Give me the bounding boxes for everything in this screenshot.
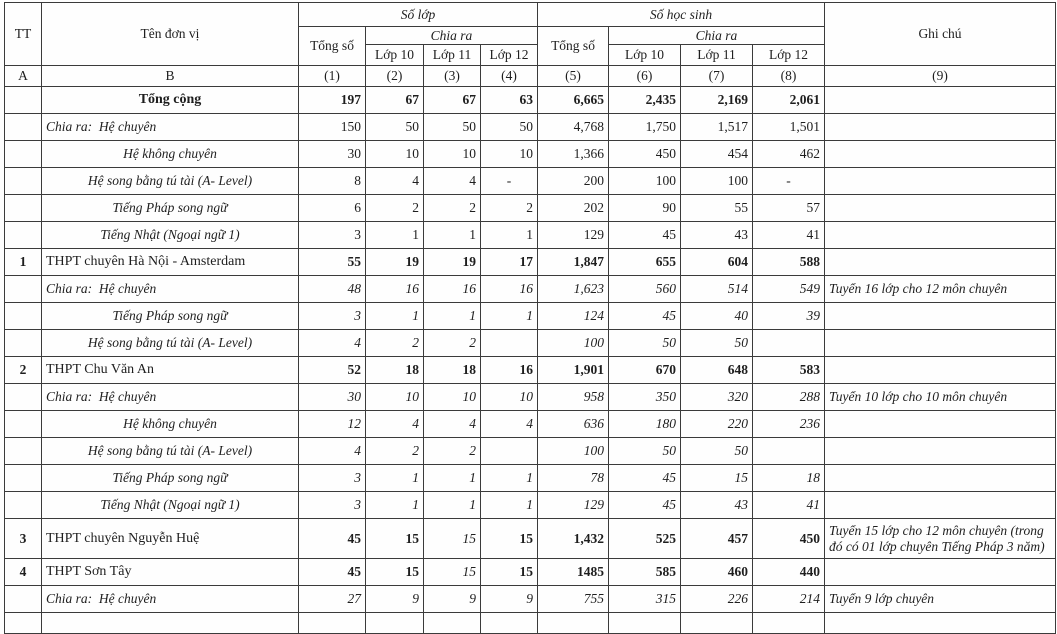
tt-cell — [5, 222, 42, 249]
classes-grade-cell: 2 — [424, 195, 481, 222]
classes-grade-cell: 16 — [481, 357, 538, 384]
students-grade-cell: 100 — [609, 168, 681, 195]
classes-grade-cell: 3 — [299, 303, 366, 330]
note-cell — [825, 465, 1056, 492]
unit-name-cell: Tổng cộng — [42, 87, 299, 114]
note-cell: Tuyển 16 lớp cho 12 môn chuyên — [825, 276, 1056, 303]
table-row — [5, 195, 1056, 222]
unit-name-cell: Hệ song bằng tú tài (A- Level) — [42, 168, 299, 195]
students-grade-cell: 454 — [681, 141, 753, 168]
unit-name-cell: Hệ không chuyên — [42, 411, 299, 438]
students-grade-cell: 320 — [681, 384, 753, 411]
unit-name-cell: Tiếng Pháp song ngữ — [42, 465, 299, 492]
tt-cell — [5, 465, 42, 492]
classes-grade-cell — [481, 330, 538, 357]
students-grade-cell: 4,768 — [538, 114, 609, 141]
unit-name-cell: Hệ song bằng tú tài (A- Level) — [42, 330, 299, 357]
tt-cell: 1 — [5, 249, 42, 276]
header-col-7: (7) — [681, 66, 753, 87]
table-row — [5, 114, 1056, 141]
header-col-9: (9) — [825, 66, 1056, 87]
tt-cell — [5, 168, 42, 195]
empty-cell — [5, 613, 42, 634]
unit-name-cell: Tiếng Nhật (Ngoại ngữ 1) — [42, 492, 299, 519]
classes-grade-cell: 2 — [424, 438, 481, 465]
students-grade-cell: 2,169 — [681, 87, 753, 114]
tt-cell — [5, 276, 42, 303]
note-cell — [825, 411, 1056, 438]
students-grade-cell: 39 — [753, 303, 825, 330]
tt-cell — [5, 384, 42, 411]
header-col-8: (8) — [753, 66, 825, 87]
students-grade-cell: 514 — [681, 276, 753, 303]
classes-grade-cell: 4 — [299, 438, 366, 465]
note-cell — [825, 249, 1056, 276]
classes-grade-cell: 4 — [424, 411, 481, 438]
classes-grade-cell: 1 — [481, 303, 538, 330]
classes-grade-cell: 17 — [481, 249, 538, 276]
unit-name-cell: THPT Chu Văn An — [42, 357, 299, 384]
classes-grade-cell: 1 — [481, 222, 538, 249]
unit-name-cell: Chia ra: Hệ chuyên — [42, 114, 299, 141]
tt-cell — [5, 411, 42, 438]
unit-name-cell: Tiếng Nhật (Ngoại ngữ 1) — [42, 222, 299, 249]
header-unit: Tên đơn vị — [42, 3, 299, 66]
classes-grade-cell: 10 — [481, 384, 538, 411]
tt-cell — [5, 195, 42, 222]
empty-cell — [299, 613, 366, 634]
students-grade-cell: 45 — [609, 303, 681, 330]
students-grade-cell: 460 — [681, 559, 753, 586]
note-cell — [825, 357, 1056, 384]
classes-grade-cell: 1 — [366, 492, 424, 519]
classes-grade-cell: 16 — [366, 276, 424, 303]
header-students-group: Số học sinh — [538, 3, 825, 27]
document-sheet — [4, 2, 1056, 634]
students-grade-cell: 100 — [538, 330, 609, 357]
tt-cell — [5, 330, 42, 357]
students-grade-cell: 214 — [753, 586, 825, 613]
students-grade-cell: 200 — [538, 168, 609, 195]
classes-grade-cell: 15 — [366, 519, 424, 559]
classes-grade-cell: 45 — [299, 559, 366, 586]
note-cell — [825, 114, 1056, 141]
classes-grade-cell: 1 — [366, 465, 424, 492]
classes-grade-cell: 30 — [299, 141, 366, 168]
students-grade-cell: 18 — [753, 465, 825, 492]
classes-grade-cell: 27 — [299, 586, 366, 613]
students-grade-cell: 41 — [753, 222, 825, 249]
students-grade-cell: 236 — [753, 411, 825, 438]
classes-grade-cell: 1 — [366, 303, 424, 330]
tt-cell — [5, 492, 42, 519]
header-col-5: (5) — [538, 66, 609, 87]
table-row-partial — [5, 613, 1056, 634]
unit-name-cell: THPT chuyên Hà Nội - Amsterdam — [42, 249, 299, 276]
classes-grade-cell: 6 — [299, 195, 366, 222]
students-grade-cell: 350 — [609, 384, 681, 411]
students-grade-cell: 450 — [753, 519, 825, 559]
classes-grade-cell: 16 — [424, 276, 481, 303]
classes-grade-cell: 4 — [481, 411, 538, 438]
header-students-chia-ra: Chia ra — [609, 27, 825, 45]
classes-grade-cell: 1 — [424, 492, 481, 519]
classes-grade-cell: 1 — [424, 303, 481, 330]
note-cell — [825, 168, 1056, 195]
classes-grade-cell: 15 — [424, 519, 481, 559]
table-body — [5, 87, 1056, 634]
classes-grade-cell: 45 — [299, 519, 366, 559]
empty-cell — [753, 613, 825, 634]
unit-name-cell: Chia ra: Hệ chuyên — [42, 586, 299, 613]
table-row — [5, 276, 1056, 303]
students-grade-cell: 40 — [681, 303, 753, 330]
students-grade-cell: 45 — [609, 465, 681, 492]
students-grade-cell: 1,366 — [538, 141, 609, 168]
empty-cell — [609, 613, 681, 634]
empty-cell — [424, 613, 481, 634]
classes-grade-cell: 9 — [424, 586, 481, 613]
students-grade-cell: 585 — [609, 559, 681, 586]
students-grade-cell: 1,517 — [681, 114, 753, 141]
students-grade-cell: 958 — [538, 384, 609, 411]
classes-grade-cell: 67 — [424, 87, 481, 114]
tt-cell: 4 — [5, 559, 42, 586]
classes-grade-cell: 3 — [299, 492, 366, 519]
table-row — [5, 249, 1056, 276]
header-classes-total: Tổng số — [299, 27, 366, 66]
note-cell — [825, 195, 1056, 222]
classes-grade-cell: 8 — [299, 168, 366, 195]
note-cell: Tuyển 9 lớp chuyên — [825, 586, 1056, 613]
classes-grade-cell: 63 — [481, 87, 538, 114]
classes-grade-cell: 52 — [299, 357, 366, 384]
classes-grade-cell: 16 — [481, 276, 538, 303]
students-grade-cell: 129 — [538, 492, 609, 519]
note-cell — [825, 141, 1056, 168]
classes-grade-cell: 1 — [481, 492, 538, 519]
students-grade-cell: 315 — [609, 586, 681, 613]
table-row — [5, 330, 1056, 357]
classes-grade-cell: 150 — [299, 114, 366, 141]
table-row — [5, 168, 1056, 195]
classes-grade-cell: 19 — [366, 249, 424, 276]
header-classes-grade11: Lớp 11 — [424, 45, 481, 66]
students-grade-cell: 288 — [753, 384, 825, 411]
students-grade-cell: 50 — [609, 438, 681, 465]
classes-grade-cell: 197 — [299, 87, 366, 114]
classes-grade-cell: 4 — [424, 168, 481, 195]
students-grade-cell: 1,623 — [538, 276, 609, 303]
students-grade-cell: 560 — [609, 276, 681, 303]
students-grade-cell: 588 — [753, 249, 825, 276]
table-row — [5, 384, 1056, 411]
empty-cell — [825, 613, 1056, 634]
classes-grade-cell: 50 — [481, 114, 538, 141]
classes-grade-cell: 10 — [366, 384, 424, 411]
classes-grade-cell: 12 — [299, 411, 366, 438]
classes-grade-cell: 15 — [481, 519, 538, 559]
empty-cell — [538, 613, 609, 634]
students-grade-cell: 670 — [609, 357, 681, 384]
unit-name-cell: Tiếng Pháp song ngữ — [42, 303, 299, 330]
note-cell — [825, 222, 1056, 249]
students-grade-cell: 50 — [609, 330, 681, 357]
table-row — [5, 411, 1056, 438]
students-grade-cell: 655 — [609, 249, 681, 276]
table-row — [5, 303, 1056, 330]
tt-cell — [5, 303, 42, 330]
students-grade-cell — [753, 438, 825, 465]
students-grade-cell: 43 — [681, 492, 753, 519]
unit-name-cell: Hệ song bằng tú tài (A- Level) — [42, 438, 299, 465]
unit-name-cell: THPT chuyên Nguyễn Huệ — [42, 519, 299, 559]
note-cell: Tuyển 15 lớp cho 12 môn chuyên (trong đó có 01 lớp chuyên Tiếng Pháp 3 năm) — [825, 519, 1056, 559]
header-classes-grade12: Lớp 12 — [481, 45, 538, 66]
unit-name-cell: THPT Sơn Tây — [42, 559, 299, 586]
classes-grade-cell: 4 — [366, 168, 424, 195]
header-col-a: A — [5, 66, 42, 87]
header-col-3: (3) — [424, 66, 481, 87]
classes-grade-cell: 1 — [481, 465, 538, 492]
classes-grade-cell: 4 — [366, 411, 424, 438]
students-grade-cell: 604 — [681, 249, 753, 276]
header-col-b: B — [42, 66, 299, 87]
students-grade-cell: 549 — [753, 276, 825, 303]
classes-grade-cell: 55 — [299, 249, 366, 276]
table-header — [5, 3, 1056, 87]
classes-grade-cell: 30 — [299, 384, 366, 411]
empty-cell — [681, 613, 753, 634]
students-grade-cell: 15 — [681, 465, 753, 492]
students-grade-cell: 78 — [538, 465, 609, 492]
header-students-grade10: Lớp 10 — [609, 45, 681, 66]
students-grade-cell: 1,847 — [538, 249, 609, 276]
header-students-grade12: Lớp 12 — [753, 45, 825, 66]
classes-grade-cell: 67 — [366, 87, 424, 114]
students-grade-cell: 1485 — [538, 559, 609, 586]
students-grade-cell: 525 — [609, 519, 681, 559]
header-col-4: (4) — [481, 66, 538, 87]
students-grade-cell: 124 — [538, 303, 609, 330]
students-grade-cell: 6,665 — [538, 87, 609, 114]
tt-cell — [5, 438, 42, 465]
classes-grade-cell: 50 — [366, 114, 424, 141]
classes-grade-cell: 9 — [366, 586, 424, 613]
students-grade-cell: 2,435 — [609, 87, 681, 114]
unit-name-cell: Chia ra: Hệ chuyên — [42, 384, 299, 411]
classes-grade-cell: 15 — [481, 559, 538, 586]
classes-grade-cell: 19 — [424, 249, 481, 276]
classes-grade-cell: 18 — [366, 357, 424, 384]
students-grade-cell: 440 — [753, 559, 825, 586]
unit-name-cell: Chia ra: Hệ chuyên — [42, 276, 299, 303]
unit-name-cell: Hệ không chuyên — [42, 141, 299, 168]
tt-cell — [5, 114, 42, 141]
classes-grade-cell: 9 — [481, 586, 538, 613]
students-grade-cell: 180 — [609, 411, 681, 438]
students-grade-cell: 636 — [538, 411, 609, 438]
table-row — [5, 222, 1056, 249]
classes-grade-cell: 1 — [366, 222, 424, 249]
students-grade-cell: 100 — [538, 438, 609, 465]
classes-grade-cell: 3 — [299, 222, 366, 249]
students-grade-cell — [753, 330, 825, 357]
classes-grade-cell: 48 — [299, 276, 366, 303]
students-grade-cell: 220 — [681, 411, 753, 438]
tt-cell — [5, 586, 42, 613]
tt-cell: 2 — [5, 357, 42, 384]
students-grade-cell: 1,750 — [609, 114, 681, 141]
classes-grade-cell: 50 — [424, 114, 481, 141]
header-col-2: (2) — [366, 66, 424, 87]
students-grade-cell: 450 — [609, 141, 681, 168]
table-row — [5, 87, 1056, 114]
classes-grade-cell: 2 — [481, 195, 538, 222]
students-grade-cell: - — [753, 168, 825, 195]
tt-cell — [5, 141, 42, 168]
table-row — [5, 586, 1056, 613]
note-cell — [825, 87, 1056, 114]
note-cell — [825, 492, 1056, 519]
table-row — [5, 141, 1056, 168]
header-students-grade11: Lớp 11 — [681, 45, 753, 66]
students-grade-cell: 45 — [609, 492, 681, 519]
note-cell — [825, 303, 1056, 330]
classes-grade-cell: 1 — [424, 222, 481, 249]
header-col-1: (1) — [299, 66, 366, 87]
empty-cell — [366, 613, 424, 634]
students-grade-cell: 755 — [538, 586, 609, 613]
classes-grade-cell: 2 — [424, 330, 481, 357]
header-col-6: (6) — [609, 66, 681, 87]
table-row — [5, 519, 1056, 559]
classes-grade-cell: 10 — [424, 384, 481, 411]
classes-grade-cell: 18 — [424, 357, 481, 384]
students-grade-cell: 57 — [753, 195, 825, 222]
classes-grade-cell: - — [481, 168, 538, 195]
students-grade-cell: 226 — [681, 586, 753, 613]
classes-grade-cell — [481, 438, 538, 465]
classes-grade-cell: 10 — [366, 141, 424, 168]
table-row — [5, 465, 1056, 492]
students-grade-cell: 457 — [681, 519, 753, 559]
table-row — [5, 492, 1056, 519]
table-row — [5, 357, 1056, 384]
empty-cell — [481, 613, 538, 634]
students-grade-cell: 90 — [609, 195, 681, 222]
students-grade-cell: 2,061 — [753, 87, 825, 114]
note-cell — [825, 438, 1056, 465]
classes-grade-cell: 1 — [424, 465, 481, 492]
students-grade-cell: 100 — [681, 168, 753, 195]
tt-cell — [5, 87, 42, 114]
classes-grade-cell: 2 — [366, 330, 424, 357]
students-grade-cell: 55 — [681, 195, 753, 222]
header-classes-grade10: Lớp 10 — [366, 45, 424, 66]
classes-grade-cell: 10 — [424, 141, 481, 168]
students-grade-cell: 41 — [753, 492, 825, 519]
students-grade-cell: 1,901 — [538, 357, 609, 384]
classes-grade-cell: 2 — [366, 195, 424, 222]
students-grade-cell: 45 — [609, 222, 681, 249]
header-students-total: Tổng số — [538, 27, 609, 66]
classes-grade-cell: 15 — [366, 559, 424, 586]
students-grade-cell: 50 — [681, 438, 753, 465]
note-cell — [825, 559, 1056, 586]
students-grade-cell: 462 — [753, 141, 825, 168]
students-grade-cell: 583 — [753, 357, 825, 384]
classes-grade-cell: 4 — [299, 330, 366, 357]
classes-grade-cell: 10 — [481, 141, 538, 168]
note-cell: Tuyển 10 lớp cho 10 môn chuyên — [825, 384, 1056, 411]
header-classes-group: Số lớp — [299, 3, 538, 27]
table-row — [5, 559, 1056, 586]
table-row — [5, 438, 1056, 465]
unit-name-cell: Tiếng Pháp song ngữ — [42, 195, 299, 222]
students-grade-cell: 202 — [538, 195, 609, 222]
note-cell — [825, 330, 1056, 357]
empty-cell — [42, 613, 299, 634]
enrollment-table — [4, 2, 1056, 634]
students-grade-cell: 129 — [538, 222, 609, 249]
students-grade-cell: 43 — [681, 222, 753, 249]
classes-grade-cell: 3 — [299, 465, 366, 492]
header-classes-chia-ra: Chia ra — [366, 27, 538, 45]
classes-grade-cell: 2 — [366, 438, 424, 465]
tt-cell: 3 — [5, 519, 42, 559]
classes-grade-cell: 15 — [424, 559, 481, 586]
students-grade-cell: 648 — [681, 357, 753, 384]
students-grade-cell: 1,432 — [538, 519, 609, 559]
students-grade-cell: 50 — [681, 330, 753, 357]
header-notes: Ghi chú — [825, 3, 1056, 66]
students-grade-cell: 1,501 — [753, 114, 825, 141]
header-tt: TT — [5, 3, 42, 66]
